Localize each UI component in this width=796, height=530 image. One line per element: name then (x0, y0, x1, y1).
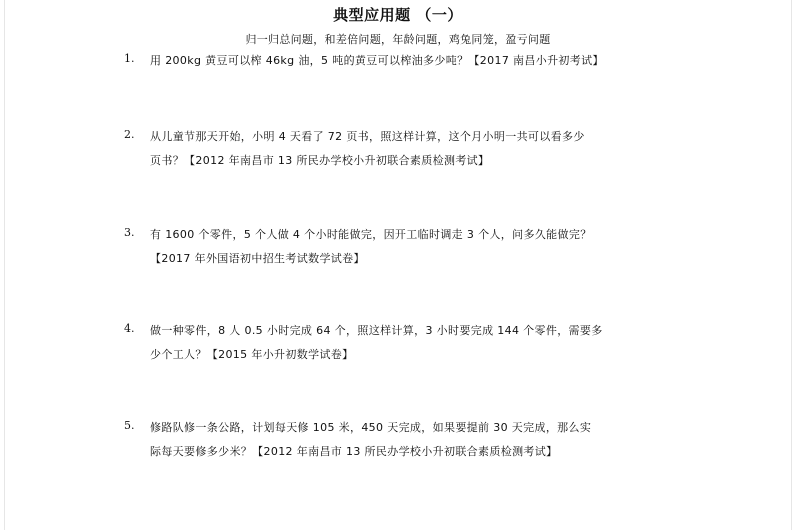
page-edge-right (791, 0, 792, 530)
question-number: 2. (124, 128, 135, 141)
question-text-line: 做一种零件，8 人 0.5 小时完成 64 个，照这样计算，3 小时要完成 144 个零件，需要多 (150, 324, 603, 337)
page-subtitle: 归一归总问题，和差倍问题，年龄问题，鸡兔同笼，盈亏问题 (245, 33, 551, 46)
question-text-line: 际每天要修多少米？【2012 年南昌市 13 所民办学校小升初联合素质检测考试】 (150, 445, 558, 458)
page-edge-left (4, 0, 5, 530)
question-text-line: 有 1600 个零件，5 个人做 4 个小时能做完，因开工临时调走 3 个人，问多久能做完？ (150, 228, 592, 241)
question-text-line: 修路队修一条公路，计划每天修 105 米，450 天完成，如果要提前 30 天完成，那么实 (150, 421, 592, 434)
page-title: 典型应用题 （一） (333, 6, 463, 24)
question-number: 5. (124, 419, 135, 432)
question-text-line: 用 200kg 黄豆可以榨 46kg 油，5 吨的黄豆可以榨油多少吨？【2017 南昌小升初考试】 (150, 54, 604, 67)
question-number: 3. (124, 226, 135, 239)
question-text-line: 【2017 年外国语初中招生考试数学试卷】 (150, 252, 365, 265)
question-number: 4. (124, 322, 135, 335)
question-text-line: 页书？【2012 年南昌市 13 所民办学校小升初联合素质检测考试】 (150, 154, 490, 167)
question-text-line: 从儿童节那天开始，小明 4 天看了 72 页书，照这样计算，这个月小明一共可以看多少 (150, 130, 585, 143)
question-text-line: 少个工人？【2015 年小升初数学试卷】 (150, 348, 354, 361)
question-number: 1. (124, 52, 135, 65)
